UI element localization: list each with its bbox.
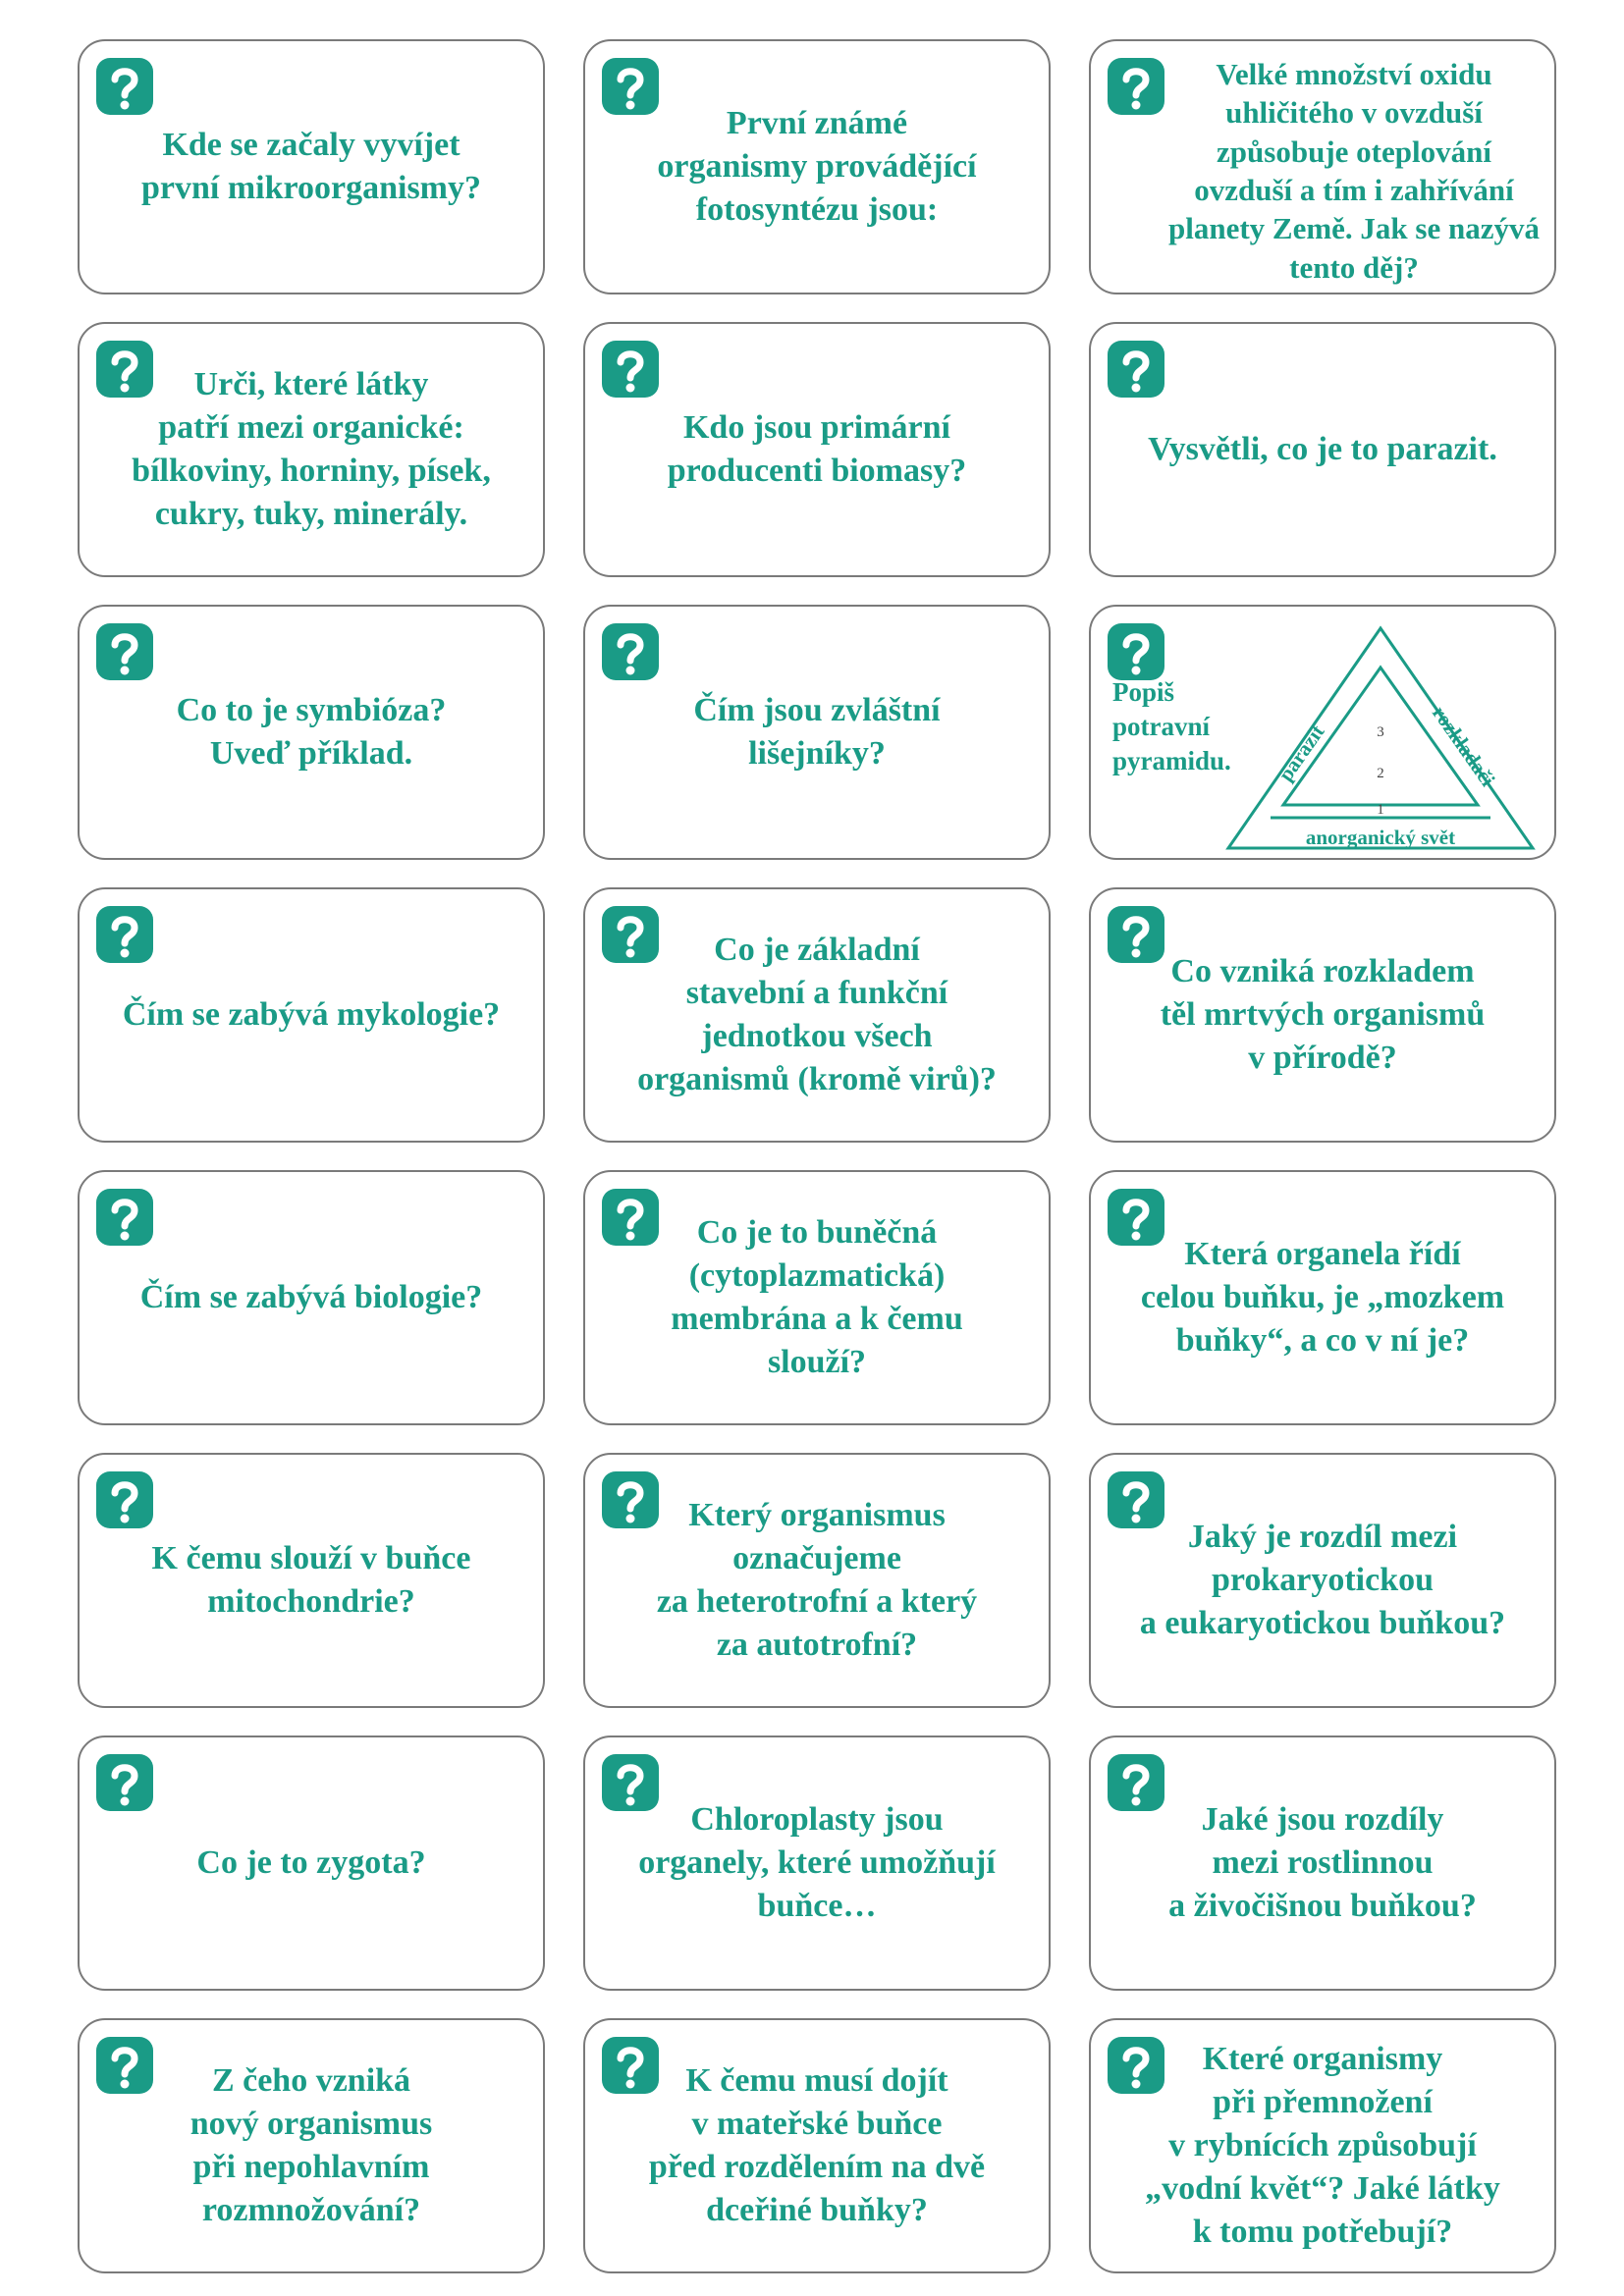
question-card bbox=[78, 887, 545, 1143]
question-text: Jaký je rozdíl mezi prokaryotickou a eukaryotickou buňkou? bbox=[1139, 1518, 1506, 1642]
question-mark-glyph bbox=[1108, 623, 1164, 680]
question-text: Co je to buněčná (cytoplazmatická) membrána a k čemu slouží? bbox=[671, 1213, 963, 1381]
question-text: Velké množství oxidu uhličitého v ovzduší způsobuje oteplování ovzduší a tím i zahřívání planety Země. Jak se nazývá tento děj? bbox=[1167, 57, 1540, 285]
question-text: Jaké jsou rozdíly mezi rostlinnou a živočišnou buňkou? bbox=[1168, 1800, 1477, 1925]
question-text: Chloroplasty jsou organely, které umožňují buňce… bbox=[638, 1800, 996, 1925]
question-text: Popiš potravní pyramidu. bbox=[1112, 677, 1231, 776]
question-text: Čím se zabývá biologie? bbox=[139, 1278, 483, 1315]
question-card bbox=[78, 322, 545, 577]
food-pyramid-diagram bbox=[1224, 624, 1537, 854]
card-grid bbox=[78, 39, 1556, 2273]
question-mark-icon bbox=[1108, 623, 1164, 680]
question-card bbox=[583, 322, 1051, 577]
question-card bbox=[78, 1735, 545, 1991]
question-card bbox=[1089, 887, 1556, 1143]
question-card bbox=[1089, 1735, 1556, 1991]
question-card bbox=[1089, 1453, 1556, 1708]
question-card bbox=[1089, 322, 1556, 577]
question-card bbox=[1089, 2018, 1556, 2273]
question-text: K čemu slouží v buňce mitochondrie? bbox=[151, 1539, 471, 1620]
question-card bbox=[583, 39, 1051, 294]
question-card bbox=[583, 1453, 1051, 1708]
question-text: Co vzniká rozkladem těl mrtvých organismů v přírodě? bbox=[1160, 952, 1486, 1077]
question-card bbox=[583, 1735, 1051, 1991]
pyramid-base-label: anorganický svět bbox=[1305, 826, 1456, 849]
question-card bbox=[583, 887, 1051, 1143]
question-card bbox=[583, 605, 1051, 860]
question-card bbox=[78, 1170, 545, 1425]
question-mark-glyph bbox=[1108, 58, 1164, 115]
question-card bbox=[78, 605, 545, 860]
question-text: Z čeho vzniká nový organismus při nepohlavním rozmnožování? bbox=[189, 2061, 433, 2229]
question-mark-icon bbox=[1108, 58, 1164, 115]
pyramid-level-2: 2 bbox=[1377, 766, 1384, 781]
question-card bbox=[78, 1453, 545, 1708]
question-text: Čím jsou zvláštní lišejníky? bbox=[693, 691, 941, 772]
question-text: Která organela řídí celou buňku, je „mozkem buňky“, a co v ní je? bbox=[1140, 1235, 1505, 1360]
question-text: Kde se začaly vyvíjet první mikroorganismy? bbox=[140, 126, 481, 206]
pyramid-left-label: parazit bbox=[1273, 720, 1329, 786]
question-card bbox=[583, 1170, 1051, 1425]
question-card-pyramid bbox=[1089, 605, 1556, 860]
question-card bbox=[1089, 1170, 1556, 1425]
question-text: Čím se zabývá mykologie? bbox=[122, 995, 501, 1033]
question-text: Urči, které látky patří mezi organické: bílkoviny, horniny, písek, cukry, tuky, minerály. bbox=[132, 365, 491, 533]
question-text: První známé organismy provádějící fotosyntézu jsou: bbox=[657, 104, 977, 229]
question-text: Co to je symbióza? Uveď příklad. bbox=[176, 691, 447, 772]
question-card bbox=[1089, 39, 1556, 294]
question-text: Které organismy při přemnožení v rybnících způsobují „vodní květ“? Jaké látky k tomu potřebují? bbox=[1145, 2040, 1500, 2251]
question-text: K čemu musí dojít v mateřské buňce před rozdělením na dvě dceřiné buňky? bbox=[648, 2061, 986, 2229]
question-card bbox=[78, 39, 545, 294]
pyramid-right-label: rozkladači bbox=[1427, 701, 1500, 791]
question-card bbox=[583, 2018, 1051, 2273]
question-text: Který organismus označujeme za heterotrofní a který za autotrofní? bbox=[656, 1496, 978, 1664]
question-text: Co je to zygota? bbox=[196, 1843, 426, 1881]
pyramid-level-3: 3 bbox=[1377, 724, 1384, 740]
question-text: Co je základní stavební a funkční jednotkou všech organismů (kromě virů)? bbox=[637, 931, 997, 1098]
pyramid-level-1: 1 bbox=[1377, 802, 1384, 818]
question-text: Kdo jsou primární producenti biomasy? bbox=[667, 408, 967, 489]
question-text: Vysvětli, co je to parazit. bbox=[1148, 430, 1497, 467]
question-card bbox=[78, 2018, 545, 2273]
